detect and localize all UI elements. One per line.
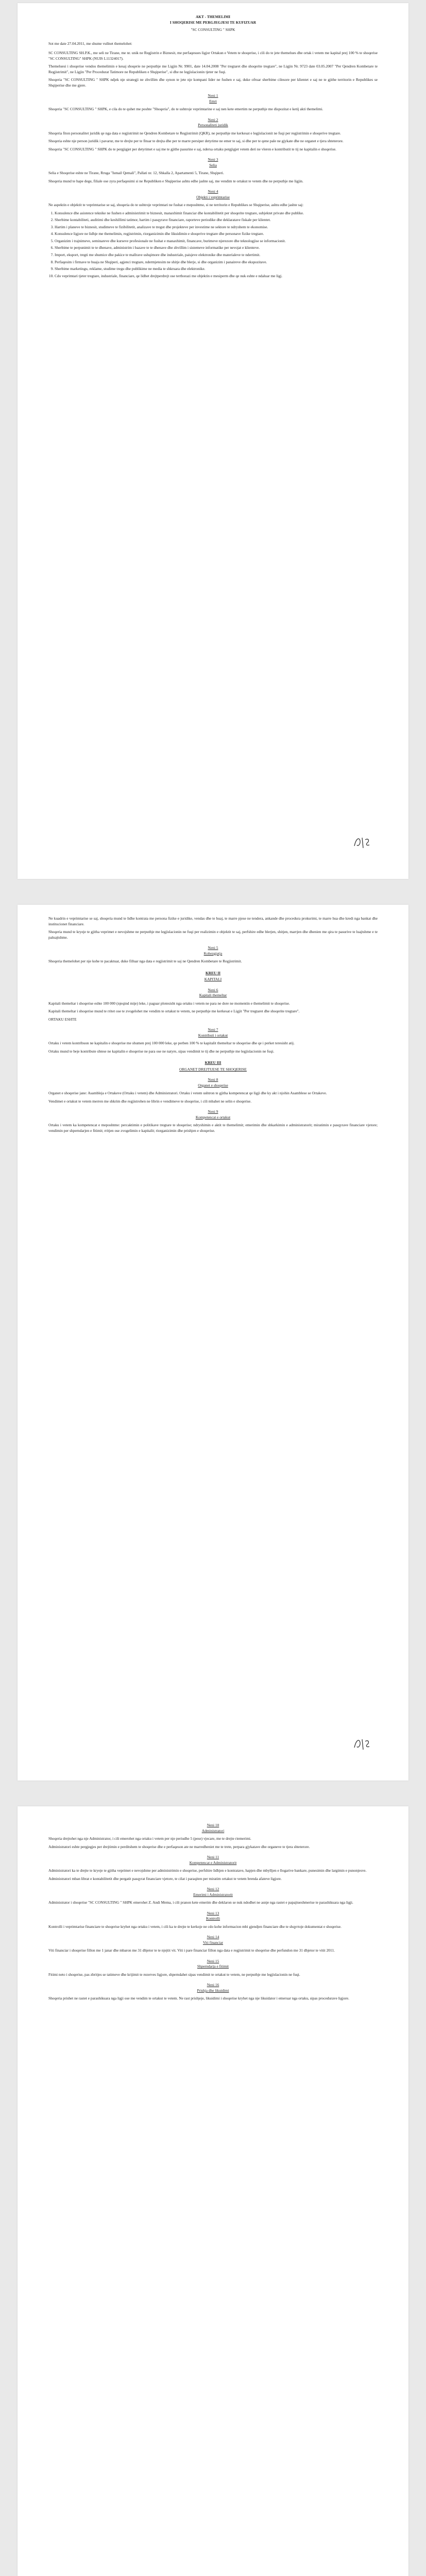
chapter-title: ORGANET DREJTUESE TE SHOQERISE bbox=[179, 1066, 247, 1072]
article-paragraph: Ortaku mund te beje kontribute shtese ne kapitalin e shoqerise ne para ose ne natyre, sipas vendimit te tij dhe ne perputhje me legjislacionin ne fuqi. bbox=[48, 1048, 275, 1054]
article-paragraph: Shoqeria "SC CONSULTING " SHPK do te pergjigjet per detyrimet e saj me te gjithe pasurine e saj, ndersa ortaku pergjigjet vetem deri ne vleren e kontributit te tij ne kapitalin e shoqerise. bbox=[48, 146, 336, 151]
list-item: 7. Import, eksport, tregti me shumice dhe pakice te mallrave ushqimore dhe industriale, paisjeve elektronike dhe materialeve te ndertimit. bbox=[55, 252, 378, 258]
article-paragraph: Shoqeria "SC CONSULTING " SHPK, e cila do te quhet me poshte "Shoqeria", do te ushtroje veprimtarine e saj nen kete emertim ne perputhje me dispozitat e ketij akti themelimi. bbox=[48, 107, 323, 112]
article-paragraph: Administratori ka te drejte te kryeje te gjitha veprimet e nevojshme per administrimin e shoqerise, perfshire lidhjen e kontratave, hapjen dhe mbylljen e llogarive bankare, punesimin dhe largimin e punonjesve. bbox=[48, 1868, 367, 1873]
article-paragraph: Viti financiar i shoqerise fillon me 1 janar dhe mbaron me 31 dhjetor te te njejtit vit. Viti i pare financiar fillon nga data e regjistrimit te shoqerise dhe perfundon me 31 dhjetor te vitit 2011. bbox=[48, 1948, 335, 1953]
document-title: AKT - THEMELIMI bbox=[195, 14, 231, 19]
document-page-2 bbox=[18, 905, 408, 1781]
article-title: Selia bbox=[209, 162, 217, 167]
article-paragraph: Administratori eshte pergjegjes per drejtimin e perditshem te shoqerise dhe e perfaqeson ate ne marredheniet me te trete, perpara gjykatave dhe organeve te tjera shteterore. bbox=[48, 1844, 310, 1849]
article-paragraph: Kapitali themeltar i shoqerise eshte 100 000 (njeqind mije) leke, i paguar plotesisht nga ortaku i vetem ne para ne dore ne momentin e themelimit te shoqerise. bbox=[48, 1001, 290, 1006]
list-item: 9. Sherbime marketingu, reklame, studime tregu dhe publikime ne media te shkruara dhe elektronike. bbox=[55, 266, 378, 272]
article-number: Neni 5 bbox=[208, 945, 218, 951]
article-paragraph: Kapitali themeltar i shoqerise mund te rritet ose te zvogelohet me vendim te ortakut te vetem, ne perputhje me kerkesat e Ligjit "Per tregtaret dhe shoqerite tregtare". bbox=[48, 1009, 300, 1014]
article-number: Neni 6 bbox=[208, 987, 218, 992]
signature-mark bbox=[353, 1736, 371, 1752]
article-number: Neni 8 bbox=[208, 1077, 218, 1082]
article-number: Neni 11 bbox=[207, 1855, 219, 1860]
document-page-1 bbox=[18, 3, 408, 879]
article-title: Prishja dhe likuidimi bbox=[197, 1988, 229, 1993]
intro-paragraph: SC CONSULTING SH.P.K., me seli ne Tirane, me nr. unik ne Regjistrin e Biznesit, me perfaqesues ligjor Ortakun e Vetem te shoqerise, i cili do te jete themelues dhe ortak i vetem me kapital prej 100 % te shoqerise "SC CONSULTING" SHPK (NUIS L11324017). bbox=[48, 50, 378, 61]
list-item: 1. Konsulence dhe asistence teknike ne fushen e administrimit te biznesit, manaxhimit financiar dhe kontabilitetit per shoqerite tregtare, subjektet private dhe publike. bbox=[55, 211, 378, 216]
article-paragraph: Shoqeria themelohet per nje kohe te pacaktuar, duke filluar nga data e regjistrimit te saj ne Qendren Kombetare te Regjistrimit. bbox=[48, 959, 242, 964]
article-paragraph: Kontrolli i veprimtarise financiare te shoqerise kryhet nga ortaku i vetem, i cili ka te drejte te kerkoje ne cdo kohe informacion mbi gjendjen financiare dhe te shqyrtoje dokumentat e shoqerise. bbox=[48, 1924, 342, 1929]
article-paragraph: Organet e shoqerise jane: Asambleja e Ortakeve (Ortaku i vetem) dhe Administratori. Ortaku i vetem ushtron te gjitha kompetencat qe ligji dhe ky akt i njohin Asamblese se Ortakeve. bbox=[48, 1091, 327, 1096]
article-paragraph: Ortaku i vetem kontribuon ne kapitalin e shoqerise me shumen prej 100 000 leke, qe perben 100 % te kapitalit themeltar te shoqerise dhe qe i perket teresisht atij. bbox=[48, 1041, 295, 1046]
activity-list bbox=[48, 211, 378, 279]
list-item: 3. Hartim i planeve te biznesit, studimeve te fizibilitetit, analizave te tregut dhe projekteve per investime ne sektore te ndryshem te ekonomise. bbox=[55, 225, 378, 230]
intro-paragraph: Shoqeria "SC CONSULTING " SHPK ndjek nje strategji ne zhvillim dhe synon te jete nje kompani lider ne fushen e saj, duke ofruar sherbime cilesore per klientet e saj ne te gjithe territorin e Republikes se Shqiperise dhe me gjere. bbox=[48, 77, 378, 88]
article-title: Emerimi i Administratorit bbox=[193, 1892, 233, 1897]
document-subtitle: I SHOQERISE ME PERGJEGJESI TE KUFIZUAR bbox=[169, 20, 257, 25]
list-item: 6. Sherbime te perpunimit te te dhenave, administrim i bazave te te dhenave dhe zhvillim i sistemeve informatike per nevojat e klienteve. bbox=[55, 245, 378, 251]
article-paragraph: Ne aspektin e objektit te veprimtarise se saj, shoqeria do te ushtroje veprimtari ne fushat e meposhtme, si ne territorin e Republikes se Shqiperise, ashtu edhe jashte saj: bbox=[48, 202, 304, 208]
article-paragraph: Ortaku i vetem ka kompetencat e meposhtme: percaktimin e politikave tregtare te shoqerise; ndryshimin e aktit te themelimit; emerimin dhe shkarkimin e administratorit; miratimin e pasqyrave financiare vjetore; vendimin per shperndarjen e fitimit; rritjen ose zvogelimin e kapitalit; riorganizimin dhe prishjen e shoqerise. bbox=[48, 1123, 378, 1133]
article-number: Neni 1 bbox=[208, 93, 218, 98]
article-title: Kontrolli bbox=[206, 1916, 220, 1921]
article-paragraph: Shoqeria prishet ne rastet e parashikuara nga ligji ose me vendim te ortakut te vetem. Ne rast prishjeje, likuidimi i shoqerise kryhet nga nje likuidator i emeruar nga ortaku, sipas procedurave ligjore. bbox=[48, 1996, 349, 2001]
article-number: Neni 9 bbox=[208, 1109, 218, 1114]
company-name: "SC CONSULTING " SHPK bbox=[191, 27, 235, 32]
article-number: Neni 4 bbox=[208, 189, 218, 194]
article-number: Neni 13 bbox=[207, 1910, 219, 1916]
section-label: ORTAKU ESHTE bbox=[48, 1016, 77, 1022]
chapter-heading: KREU III bbox=[205, 1060, 221, 1065]
signature-mark bbox=[353, 835, 371, 850]
date-line: Sot me date 27.04.2011, me shume vullnet themelohet: bbox=[48, 41, 132, 46]
article-paragraph: Shoqeria mund te kryeje te gjitha veprimet e nevojshme ne perputhje me legjislacionin ne fuqi per realizimin e objektit te saj, perfshire edhe blerjen, shitjen, marrjen dhe dhenien me qira te pasurive te luajtshme e te paluajtshme. bbox=[48, 929, 378, 940]
article-paragraph: Shoqeria eshte nje person juridik i pavarur, me te drejte per te fituar te drejta dhe per te marre persiper detyrime ne emer te saj, si dhe per te qene pale ne gjykate dhe ne organet e tjera shteterore. bbox=[48, 139, 344, 144]
list-item: 10. Cdo veprimtari tjeter tregtare, industriale, financiare, qe lidhet drejtperdrejt ose terthorazi me objektin e mesiperm dhe qe nuk eshte e ndaluar me ligj. bbox=[55, 274, 378, 279]
article-paragraph: Administratori mban librat e kontabilitetit dhe pergatit pasqyrat financiare vjetore, te cilat i paraqiten per miratim ortakut te vetem brenda afateve ligjore. bbox=[48, 1876, 282, 1881]
article-paragraph: Vendimet e ortakut te vetem merren me shkrim dhe regjistrohen ne librin e vendimeve te shoqerise, i cili mbahet ne selin e shoqerise. bbox=[48, 1098, 252, 1104]
article-paragraph: Shoqeria drejtohet nga nje Administrator, i cili emerohet nga ortaku i vetem per nje periudhe 5 (pese) vjecare, me te drejte riemerimi. bbox=[48, 1836, 251, 1841]
list-item: 2. Sherbime kontabiliteti, auditimi dhe keshillimi tatimor, hartim i pasqyrave financiare, raporteve periodike dhe deklaratave fiskale per klientet. bbox=[55, 217, 378, 223]
article-title: Emri bbox=[209, 98, 217, 104]
article-paragraph: Shoqeria mund te hape dege, filiale ose zyra perfaqesimi si ne Republiken e Shqiperise ashtu edhe jashte saj, me vendim te ortakut te vetem dhe ne perputhje me ligjin. bbox=[48, 178, 303, 183]
article-paragraph: Shoqeria fiton personalitet juridik qe nga data e regjistrimit ne Qendren Kombetare te Regjistrimit (QKR), ne perputhje me kerkesat e legjislacionit ne fuqi per regjistrimin e shoqerive tregtare. bbox=[48, 130, 341, 135]
chapter-title: KAPITALI bbox=[204, 977, 222, 982]
article-title: Kontributi i ortakut bbox=[198, 1032, 228, 1038]
article-title: Administratori bbox=[201, 1828, 225, 1833]
article-paragraph: Selia e Shoqerise eshte ne Tirane, Rruga "Ismail Qemali", Pallati nr. 12, Shkalla 2, Apartamenti 5, Tirane, Shqiperi. bbox=[48, 171, 224, 176]
article-title: Kohezgjatja bbox=[203, 951, 223, 956]
list-item: 4. Konsulence ligjore ne lidhje me themelimin, regjistrimin, riorganizimin dhe likuidimin e shoqerive tregtare dhe personave fizike tregtare. bbox=[55, 231, 378, 237]
document-page-3 bbox=[18, 1806, 408, 2576]
article-number: Neni 3 bbox=[208, 157, 218, 162]
article-number: Neni 7 bbox=[208, 1027, 218, 1032]
article-title: Objekti i veprimtarise bbox=[196, 194, 230, 199]
article-title: Kompetencat e ortakut bbox=[195, 1114, 231, 1120]
intro-paragraph: Themeluesi i shoqerise vendos themelimin e kesaj shoqerie ne perputhje me Ligjin Nr. 9901, date 14.04.2008 "Per tregtaret dhe shoqerite tregtare", ne Ligjin Nr. 9723 date 03.05.2007 "Per Qendren Kombetare te Regjistrimit", ne Ligjin "Per Procedurat Tatimore ne Republiken e Shqiperise", si dhe ne legjislacionin tjeter ne fuqi. bbox=[48, 64, 378, 74]
article-number: Neni 14 bbox=[207, 1935, 219, 1940]
article-paragraph: Fitimi neto i shoqerise, pas zbritjes se tatimeve dhe krijimit te rezerves ligjore, shperndahet sipas vendimit te ortakut te vetem, ne perputhje me legjislacionin ne fuqi. bbox=[48, 1972, 300, 1977]
article-number: Neni 2 bbox=[208, 117, 218, 122]
list-item: 5. Organizim i trajnimeve, seminareve dhe kurseve profesionale ne fushat e manaxhimit, financave, burimeve njerezore dhe teknologjise se informacionit. bbox=[55, 239, 378, 244]
article-title: Personaliteti juridik bbox=[198, 123, 228, 128]
article-title: Kapitali themeltar bbox=[199, 993, 227, 998]
article-number: Neni 12 bbox=[207, 1887, 219, 1892]
article-title: Kompetencat e Administratorit bbox=[189, 1860, 237, 1865]
chapter-heading: KREU II bbox=[206, 970, 220, 975]
article-paragraph: Administrator i shoqerise "SC CONSULTING " SHPK emerohet Z. Andi Mema, i cili pranon kete emerim dhe deklaron se nuk ndodhet ne asnje nga rastet e papajtueshmerise te parashikuara nga ligji. bbox=[48, 1900, 353, 1905]
list-item: 8. Perfaqesim i firmave te huaja ne Shqiperi, agjenci tregtare, ndermjetesim ne shitje dhe blerje, si dhe organizim i panaireve dhe ekspozitave. bbox=[55, 260, 378, 265]
article-number: Neni 16 bbox=[207, 1982, 219, 1988]
article-number: Neni 15 bbox=[207, 1958, 219, 1963]
article-title: Shperndarja e fitimit bbox=[197, 1964, 229, 1969]
article-paragraph: Ne kuadrin e veprimtarise se saj, shoqeria mund te lidhe kontrata me persona fizike e juridike, vendas dhe te huaj, te marre pjese ne tendera, ankande dhe procedura prokurimi, te marre hua dhe kredi nga bankat dhe institucionet financiare. bbox=[48, 916, 378, 926]
article-number: Neni 10 bbox=[207, 1823, 219, 1827]
article-title: Organet e shoqerise bbox=[198, 1082, 228, 1088]
article-title: Viti financiar bbox=[202, 1940, 224, 1945]
